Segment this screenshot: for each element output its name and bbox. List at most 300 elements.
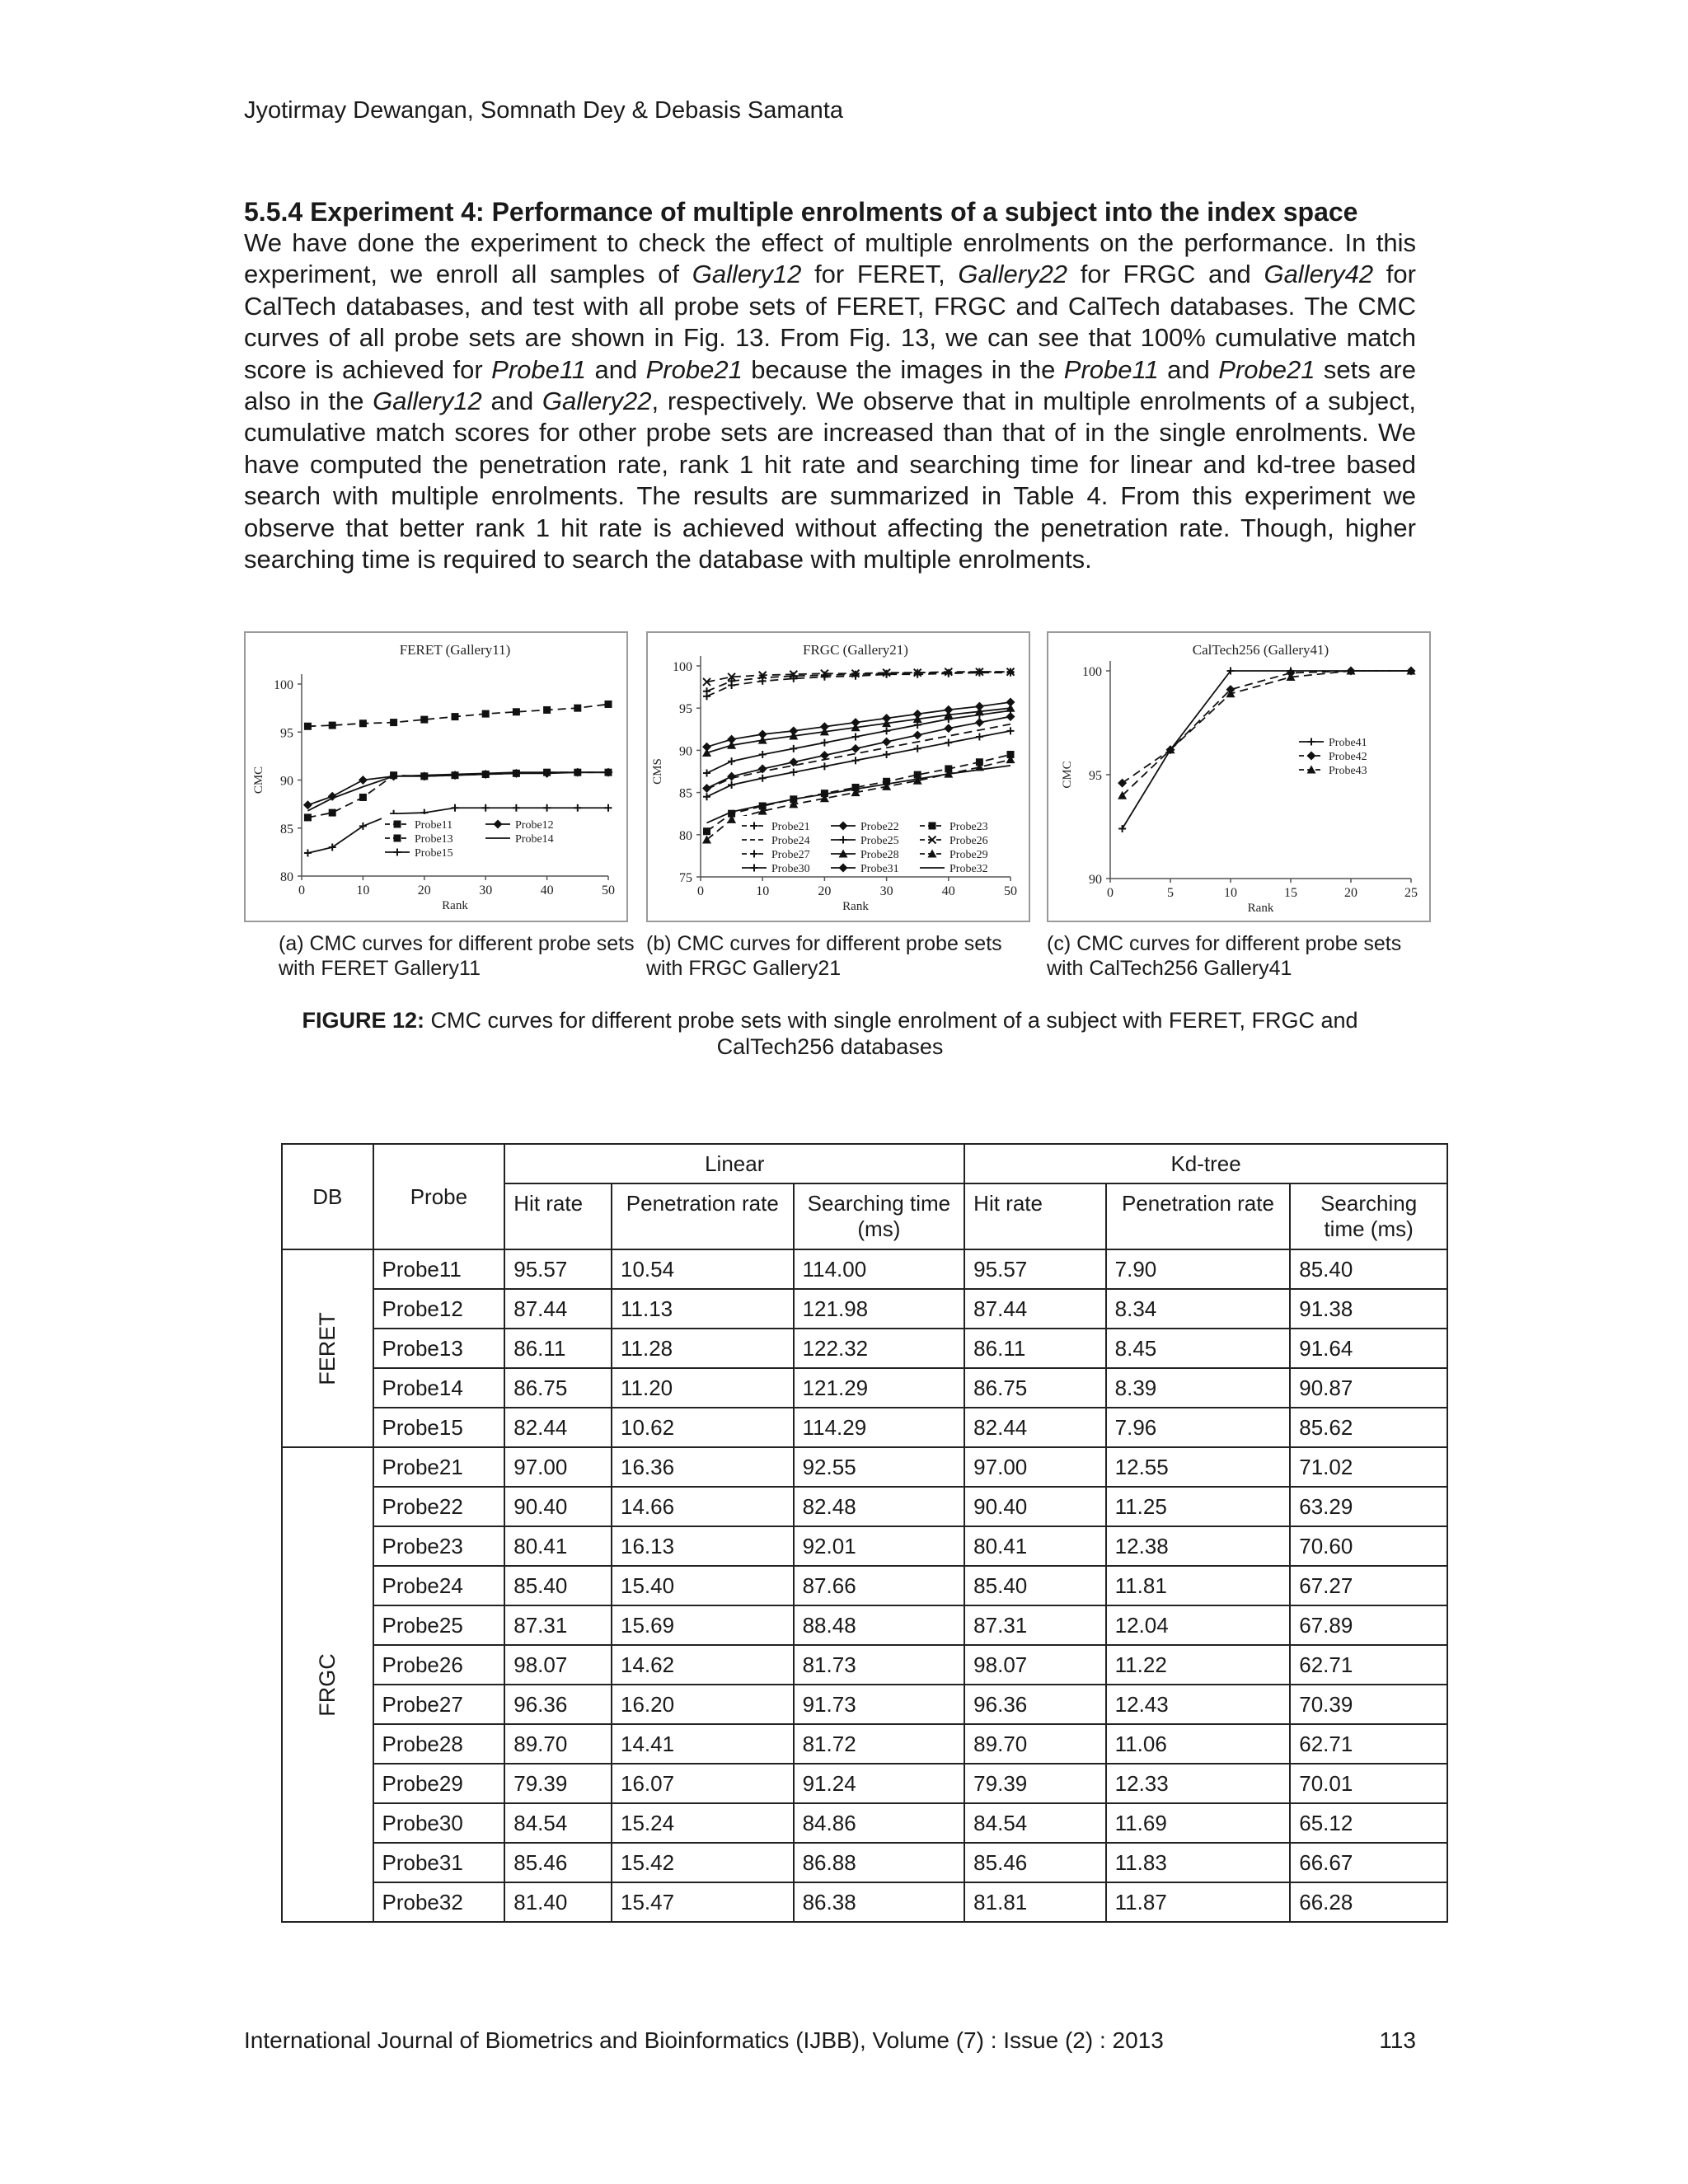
table-row bbox=[282, 1526, 1447, 1566]
data-point bbox=[851, 744, 860, 753]
table-row bbox=[282, 1368, 1447, 1408]
value-cell: 66.28 bbox=[1290, 1882, 1447, 1922]
value-cell: 7.96 bbox=[1106, 1408, 1291, 1447]
series-probe21 bbox=[703, 668, 1014, 696]
x-tick-label: 20 bbox=[417, 883, 431, 898]
value-cell: 85.46 bbox=[964, 1843, 1105, 1882]
data-point bbox=[1118, 825, 1126, 832]
header-kdtree-hit-rate: Hit rate bbox=[964, 1183, 1105, 1249]
y-tick-label: 80 bbox=[679, 828, 692, 843]
db-group-label bbox=[282, 1249, 373, 1447]
data-point bbox=[482, 710, 490, 718]
footer-journal: International Journal of Biometrics and Bioinformatics (IJBB), Volume (7) : Issue (2) : 2013 bbox=[244, 2027, 1164, 2053]
data-point bbox=[303, 800, 312, 809]
figure-caption: FIGURE 12: CMC curves for different probe sets with single enrolment of a subject with FERET, FRGC and CalTech256 databases bbox=[302, 1008, 1358, 1059]
value-cell: 82.44 bbox=[964, 1408, 1105, 1447]
probe-cell: Probe15 bbox=[373, 1408, 505, 1447]
data-point bbox=[945, 670, 952, 677]
x-tick-label: 5 bbox=[1167, 886, 1174, 900]
page-number: 113 bbox=[1379, 2027, 1416, 2053]
value-cell: 70.60 bbox=[1290, 1526, 1447, 1566]
probe-cell: Probe30 bbox=[373, 1803, 505, 1843]
y-tick-label: 90 bbox=[1089, 873, 1102, 887]
legend-marker bbox=[394, 821, 401, 828]
legend-label: Probe23 bbox=[950, 821, 988, 833]
value-cell: 11.20 bbox=[612, 1368, 794, 1408]
value-cell: 84.86 bbox=[794, 1803, 965, 1843]
data-point bbox=[759, 775, 767, 782]
table-row bbox=[282, 1249, 1447, 1289]
value-cell: 86.11 bbox=[964, 1329, 1105, 1368]
series-probe13 bbox=[304, 769, 612, 822]
value-cell: 67.27 bbox=[1290, 1566, 1447, 1605]
value-cell: 15.40 bbox=[612, 1566, 794, 1605]
legend-label: Probe30 bbox=[771, 863, 810, 875]
subcaption-a: (a) CMC curves for different probe sets with FERET Gallery11 bbox=[279, 932, 635, 980]
value-cell: 95.57 bbox=[964, 1249, 1105, 1289]
x-tick-label: 10 bbox=[756, 884, 770, 898]
value-cell: 86.11 bbox=[504, 1329, 612, 1368]
x-tick-label: 40 bbox=[540, 883, 554, 898]
value-cell: 85.62 bbox=[1290, 1408, 1447, 1447]
value-cell: 86.88 bbox=[794, 1843, 965, 1882]
probe-cell: Probe25 bbox=[373, 1605, 505, 1645]
value-cell: 88.48 bbox=[794, 1605, 965, 1645]
header-kdtree-penetration-rate: Penetration rate bbox=[1106, 1183, 1291, 1249]
value-cell: 98.07 bbox=[504, 1645, 612, 1685]
results-table bbox=[281, 1143, 1448, 1923]
data-point bbox=[543, 804, 551, 812]
data-point bbox=[513, 770, 520, 777]
x-axis-label: Rank bbox=[1247, 902, 1274, 915]
y-tick-label: 95 bbox=[679, 702, 692, 717]
value-cell: 92.55 bbox=[794, 1447, 965, 1487]
data-point bbox=[703, 827, 710, 835]
value-cell: 98.07 bbox=[964, 1645, 1105, 1685]
x-tick-label: 25 bbox=[1404, 886, 1418, 900]
table-row bbox=[282, 1447, 1447, 1487]
data-point bbox=[1006, 712, 1015, 721]
header-linear-hit-rate: Hit rate bbox=[504, 1183, 612, 1249]
probe-cell: Probe28 bbox=[373, 1724, 505, 1764]
data-point bbox=[728, 682, 735, 689]
chart-frgc-svg bbox=[648, 633, 1029, 921]
data-point bbox=[790, 745, 797, 752]
data-point bbox=[703, 770, 710, 777]
y-tick-label: 75 bbox=[679, 871, 692, 885]
x-tick-label: 15 bbox=[1284, 886, 1297, 900]
value-cell: 97.00 bbox=[964, 1447, 1105, 1487]
value-cell: 11.22 bbox=[1106, 1645, 1291, 1685]
y-axis-label: CMC bbox=[1061, 761, 1074, 789]
x-tick-label: 0 bbox=[1107, 886, 1114, 900]
value-cell: 81.72 bbox=[794, 1724, 965, 1764]
value-cell: 16.20 bbox=[612, 1685, 794, 1724]
header-linear-searching-time: Searching time (ms) bbox=[794, 1183, 965, 1249]
table-row bbox=[282, 1764, 1447, 1803]
subcaption-b: (b) CMC curves for different probe sets with FRGC Gallery21 bbox=[646, 932, 1002, 980]
data-point bbox=[513, 708, 520, 715]
value-cell: 82.48 bbox=[794, 1487, 965, 1526]
x-tick-label: 10 bbox=[1224, 886, 1237, 900]
value-cell: 82.44 bbox=[504, 1408, 612, 1447]
value-cell: 90.40 bbox=[964, 1487, 1105, 1526]
table-row bbox=[282, 1408, 1447, 1447]
table-row bbox=[282, 1566, 1447, 1605]
legend-label: Probe25 bbox=[860, 835, 899, 847]
data-point bbox=[883, 727, 890, 734]
probe-cell: Probe21 bbox=[373, 1447, 505, 1487]
value-cell: 11.69 bbox=[1106, 1803, 1291, 1843]
value-cell: 15.69 bbox=[612, 1605, 794, 1645]
y-tick-label: 85 bbox=[679, 786, 692, 801]
data-point bbox=[513, 804, 520, 812]
value-cell: 121.98 bbox=[794, 1289, 965, 1329]
section-experiment-4 bbox=[244, 196, 1416, 575]
table-row bbox=[282, 1685, 1447, 1724]
y-axis-label: CMS bbox=[651, 758, 664, 785]
value-cell: 90.40 bbox=[504, 1487, 612, 1526]
legend-label: Probe31 bbox=[860, 863, 899, 875]
data-point bbox=[944, 724, 953, 733]
data-point bbox=[359, 776, 368, 785]
value-cell: 80.41 bbox=[504, 1526, 612, 1566]
x-tick-label: 40 bbox=[941, 884, 955, 898]
data-point bbox=[482, 771, 490, 778]
data-point bbox=[728, 781, 735, 789]
table-row bbox=[282, 1645, 1447, 1685]
value-cell: 15.42 bbox=[612, 1843, 794, 1882]
value-cell: 96.36 bbox=[964, 1685, 1105, 1724]
subcaption-c: (c) CMC curves for different probe sets with CalTech256 Gallery41 bbox=[1047, 932, 1402, 980]
legend-marker bbox=[394, 835, 401, 842]
legend-label: Probe12 bbox=[515, 819, 554, 832]
x-tick-label: 50 bbox=[602, 883, 615, 898]
table-row bbox=[282, 1329, 1447, 1368]
value-cell: 11.13 bbox=[612, 1289, 794, 1329]
value-cell: 89.70 bbox=[504, 1724, 612, 1764]
legend-label: Probe42 bbox=[1329, 751, 1367, 763]
legend-label: Probe21 bbox=[771, 821, 810, 833]
value-cell: 8.39 bbox=[1106, 1368, 1291, 1408]
value-cell: 85.40 bbox=[1290, 1249, 1447, 1289]
x-axis-label: Rank bbox=[842, 900, 869, 913]
value-cell: 84.54 bbox=[964, 1803, 1105, 1843]
x-tick-label: 50 bbox=[1004, 884, 1017, 898]
legend-label: Probe43 bbox=[1329, 765, 1367, 777]
y-tick-label: 90 bbox=[280, 774, 293, 789]
data-point bbox=[452, 771, 459, 779]
value-cell: 65.12 bbox=[1290, 1803, 1447, 1843]
legend-marker bbox=[929, 823, 936, 830]
value-cell: 79.39 bbox=[964, 1764, 1105, 1803]
data-point bbox=[703, 692, 710, 700]
series-probe11 bbox=[304, 701, 612, 730]
value-cell: 91.73 bbox=[794, 1685, 965, 1724]
db-name: FRGC bbox=[314, 1652, 340, 1717]
value-cell: 71.02 bbox=[1290, 1447, 1447, 1487]
probe-cell: Probe11 bbox=[373, 1249, 505, 1289]
legend-label: Probe32 bbox=[950, 863, 988, 875]
value-cell: 114.00 bbox=[794, 1249, 965, 1289]
value-cell: 81.81 bbox=[964, 1882, 1105, 1922]
value-cell: 10.54 bbox=[612, 1249, 794, 1289]
probe-cell: Probe14 bbox=[373, 1368, 505, 1408]
value-cell: 84.54 bbox=[504, 1803, 612, 1843]
data-point bbox=[975, 718, 984, 727]
y-tick-label: 100 bbox=[1082, 665, 1102, 679]
data-point bbox=[1006, 704, 1015, 712]
db-group-label bbox=[282, 1447, 373, 1922]
x-tick-label: 30 bbox=[479, 883, 493, 898]
value-cell: 95.57 bbox=[504, 1249, 612, 1289]
value-cell: 90.87 bbox=[1290, 1368, 1447, 1408]
table-row bbox=[282, 1289, 1447, 1329]
value-cell: 86.75 bbox=[504, 1368, 612, 1408]
x-tick-label: 0 bbox=[697, 884, 704, 898]
value-cell: 11.06 bbox=[1106, 1724, 1291, 1764]
value-cell: 8.45 bbox=[1106, 1329, 1291, 1368]
chart-caltech-svg bbox=[1048, 633, 1429, 921]
value-cell: 12.43 bbox=[1106, 1685, 1291, 1724]
value-cell: 87.31 bbox=[504, 1605, 612, 1645]
chart-caltech bbox=[1047, 631, 1431, 922]
data-point bbox=[605, 701, 612, 708]
value-cell: 91.24 bbox=[794, 1764, 965, 1803]
chart-title: FERET (Gallery11) bbox=[399, 642, 511, 658]
table-row bbox=[282, 1803, 1447, 1843]
value-cell: 97.00 bbox=[504, 1447, 612, 1487]
legend-label: Probe29 bbox=[950, 849, 988, 861]
table-row bbox=[282, 1724, 1447, 1764]
data-point bbox=[790, 769, 797, 776]
data-point bbox=[543, 706, 551, 714]
data-point bbox=[420, 716, 428, 724]
data-point bbox=[304, 813, 312, 821]
y-tick-label: 90 bbox=[679, 744, 692, 759]
table-row bbox=[282, 1843, 1447, 1882]
data-point bbox=[728, 757, 735, 765]
y-tick-label: 85 bbox=[280, 822, 293, 837]
value-cell: 66.67 bbox=[1290, 1843, 1447, 1882]
probe-cell: Probe13 bbox=[373, 1329, 505, 1368]
data-point bbox=[574, 705, 581, 712]
probe-cell: Probe32 bbox=[373, 1882, 505, 1922]
data-point bbox=[852, 757, 860, 764]
data-point bbox=[727, 772, 736, 781]
y-tick-label: 100 bbox=[673, 660, 692, 674]
value-cell: 81.73 bbox=[794, 1645, 965, 1685]
x-tick-label: 20 bbox=[1344, 886, 1357, 900]
value-cell: 10.62 bbox=[612, 1408, 794, 1447]
probe-cell: Probe29 bbox=[373, 1764, 505, 1803]
page-footer bbox=[244, 2027, 1416, 2054]
header-kdtree: Kd-tree bbox=[964, 1144, 1447, 1183]
value-cell: 121.29 bbox=[794, 1368, 965, 1408]
data-point bbox=[329, 809, 336, 817]
data-point bbox=[304, 850, 312, 857]
chart-title: CalTech256 (Gallery41) bbox=[1192, 642, 1329, 658]
data-point bbox=[882, 738, 891, 747]
data-point bbox=[821, 762, 828, 770]
value-cell: 91.64 bbox=[1290, 1329, 1447, 1368]
header-linear-penetration-rate: Penetration rate bbox=[612, 1183, 794, 1249]
legend-label: Probe13 bbox=[415, 833, 453, 846]
data-point bbox=[574, 804, 581, 812]
header-linear: Linear bbox=[504, 1144, 964, 1183]
probe-cell: Probe22 bbox=[373, 1487, 505, 1526]
chart-legend bbox=[1296, 732, 1411, 791]
value-cell: 81.40 bbox=[504, 1882, 612, 1922]
legend-label: Probe11 bbox=[415, 819, 453, 832]
legend-label: Probe26 bbox=[950, 835, 988, 847]
value-cell: 87.44 bbox=[964, 1289, 1105, 1329]
data-point bbox=[883, 751, 890, 758]
value-cell: 16.07 bbox=[612, 1764, 794, 1803]
legend-label: Probe24 bbox=[771, 835, 810, 847]
value-cell: 89.70 bbox=[964, 1724, 1105, 1764]
data-point bbox=[976, 733, 983, 741]
data-point bbox=[359, 794, 367, 801]
probe-cell: Probe31 bbox=[373, 1843, 505, 1882]
legend-label: Probe22 bbox=[860, 821, 899, 833]
data-point bbox=[420, 772, 428, 780]
value-cell: 15.47 bbox=[612, 1882, 794, 1922]
x-axis-label: Rank bbox=[442, 899, 468, 912]
value-cell: 11.25 bbox=[1106, 1487, 1291, 1526]
value-cell: 15.24 bbox=[612, 1803, 794, 1843]
value-cell: 12.33 bbox=[1106, 1764, 1291, 1803]
value-cell: 12.55 bbox=[1106, 1447, 1291, 1487]
data-point bbox=[452, 804, 459, 812]
chart-legend bbox=[738, 816, 1010, 875]
data-point bbox=[702, 784, 711, 793]
legend-label: Probe15 bbox=[415, 847, 453, 860]
value-cell: 92.01 bbox=[794, 1526, 965, 1566]
chart-frgc bbox=[646, 631, 1030, 922]
data-point bbox=[329, 722, 336, 729]
value-cell: 11.81 bbox=[1106, 1566, 1291, 1605]
data-point bbox=[883, 671, 890, 678]
value-cell: 11.28 bbox=[612, 1329, 794, 1368]
value-cell: 87.44 bbox=[504, 1289, 612, 1329]
value-cell: 62.71 bbox=[1290, 1724, 1447, 1764]
value-cell: 87.66 bbox=[794, 1566, 965, 1605]
value-cell: 122.32 bbox=[794, 1329, 965, 1368]
y-tick-label: 100 bbox=[274, 678, 293, 692]
y-tick-label: 95 bbox=[280, 726, 293, 741]
legend-label: Probe41 bbox=[1329, 737, 1367, 749]
data-point bbox=[821, 739, 828, 747]
chart-feret-svg bbox=[246, 633, 626, 921]
value-cell: 11.87 bbox=[1106, 1882, 1291, 1922]
value-cell: 7.90 bbox=[1106, 1249, 1291, 1289]
data-point bbox=[304, 723, 312, 730]
series-line bbox=[307, 772, 608, 818]
value-cell: 85.40 bbox=[504, 1566, 612, 1605]
probe-cell: Probe26 bbox=[373, 1645, 505, 1685]
data-point bbox=[1007, 727, 1015, 734]
data-point bbox=[821, 673, 828, 681]
chart-legend bbox=[382, 814, 584, 874]
header-kdtree-searching-time: Searching time (ms) bbox=[1290, 1183, 1447, 1249]
x-tick-label: 20 bbox=[818, 884, 832, 898]
data-point bbox=[759, 751, 767, 758]
table-row bbox=[282, 1605, 1447, 1645]
value-cell: 16.36 bbox=[612, 1447, 794, 1487]
legend-label: Probe28 bbox=[860, 849, 899, 861]
legend-label: Probe14 bbox=[515, 833, 554, 846]
data-point bbox=[913, 730, 922, 739]
header-probe: Probe bbox=[373, 1144, 505, 1249]
value-cell: 8.34 bbox=[1106, 1289, 1291, 1329]
chart-title: FRGC (Gallery21) bbox=[803, 642, 908, 658]
table-row bbox=[282, 1487, 1447, 1526]
section-paragraph: We have done the experiment to check the effect of multiple enrolments on the performance. In this experiment, we enroll all samples of Gallery12 for FERET, Gallery22 for FRGC and Gallery42 for CalTech databases, and test with all probe sets of FERET, FRGC and CalTech databases. The CMC curves of all probe sets are shown in Fig. 13. From Fig. 13, we can see that 100% cumulative match score is achieved for Probe11 and Probe21 because the images in the Probe11 and Probe21 sets are also in the Gallery12 and Gallery22, respectively. We observe that in multiple enrolments of a subject, cumulative match scores for other probe sets are increased than that of in the single enrolments. We have computed the penetration rate, rank 1 hit rate and searching time for linear and kd-tree based search with multiple enrolments. The results are summarized in Table 4. From this experiment we observe that better rank 1 hit rate is achieved without affecting the penetration rate. Though, higher searching time is required to search the database with multiple enrolments. bbox=[244, 228, 1416, 574]
value-cell: 12.38 bbox=[1106, 1526, 1291, 1566]
data-point bbox=[914, 745, 921, 752]
table-row bbox=[282, 1882, 1447, 1922]
value-cell: 11.83 bbox=[1106, 1843, 1291, 1882]
value-cell: 70.01 bbox=[1290, 1764, 1447, 1803]
value-cell: 16.13 bbox=[612, 1526, 794, 1566]
value-cell: 91.38 bbox=[1290, 1289, 1447, 1329]
value-cell: 70.39 bbox=[1290, 1685, 1447, 1724]
data-point bbox=[482, 804, 490, 812]
data-point bbox=[390, 719, 397, 726]
value-cell: 63.29 bbox=[1290, 1487, 1447, 1526]
probe-cell: Probe27 bbox=[373, 1685, 505, 1724]
x-tick-label: 0 bbox=[298, 883, 305, 898]
section-title: 5.5.4 Experiment 4: Performance of multiple enrolments of a subject into the index space bbox=[244, 197, 1358, 227]
value-cell: 86.38 bbox=[794, 1882, 965, 1922]
value-cell: 67.89 bbox=[1290, 1605, 1447, 1645]
value-cell: 85.46 bbox=[504, 1843, 612, 1882]
y-tick-label: 80 bbox=[280, 870, 293, 884]
x-tick-label: 10 bbox=[356, 883, 370, 898]
value-cell: 80.41 bbox=[964, 1526, 1105, 1566]
db-name: FERET bbox=[314, 1311, 340, 1385]
chart-feret bbox=[244, 631, 628, 922]
value-cell: 96.36 bbox=[504, 1685, 612, 1724]
value-cell: 14.41 bbox=[612, 1724, 794, 1764]
data-point bbox=[945, 739, 952, 747]
data-point bbox=[605, 804, 612, 812]
x-tick-label: 30 bbox=[879, 884, 893, 898]
running-head: Jyotirmay Dewangan, Somnath Dey & Debasis Samanta bbox=[244, 97, 843, 124]
data-point bbox=[852, 733, 860, 741]
y-tick-label: 95 bbox=[1089, 769, 1102, 783]
value-cell: 12.04 bbox=[1106, 1605, 1291, 1645]
header-db: DB bbox=[282, 1144, 373, 1249]
legend-label: Probe27 bbox=[771, 849, 810, 861]
data-point bbox=[359, 719, 367, 727]
value-cell: 86.75 bbox=[964, 1368, 1105, 1408]
value-cell: 79.39 bbox=[504, 1764, 612, 1803]
probe-cell: Probe23 bbox=[373, 1526, 505, 1566]
data-point bbox=[703, 793, 710, 800]
data-point bbox=[452, 713, 459, 720]
probe-cell: Probe12 bbox=[373, 1289, 505, 1329]
value-cell: 62.71 bbox=[1290, 1645, 1447, 1685]
value-cell: 87.31 bbox=[964, 1605, 1105, 1645]
data-point bbox=[1118, 779, 1127, 788]
value-cell: 114.29 bbox=[794, 1408, 965, 1447]
y-axis-label: CMC bbox=[252, 766, 265, 794]
data-point bbox=[914, 671, 921, 678]
value-cell: 14.66 bbox=[612, 1487, 794, 1526]
probe-cell: Probe24 bbox=[373, 1566, 505, 1605]
